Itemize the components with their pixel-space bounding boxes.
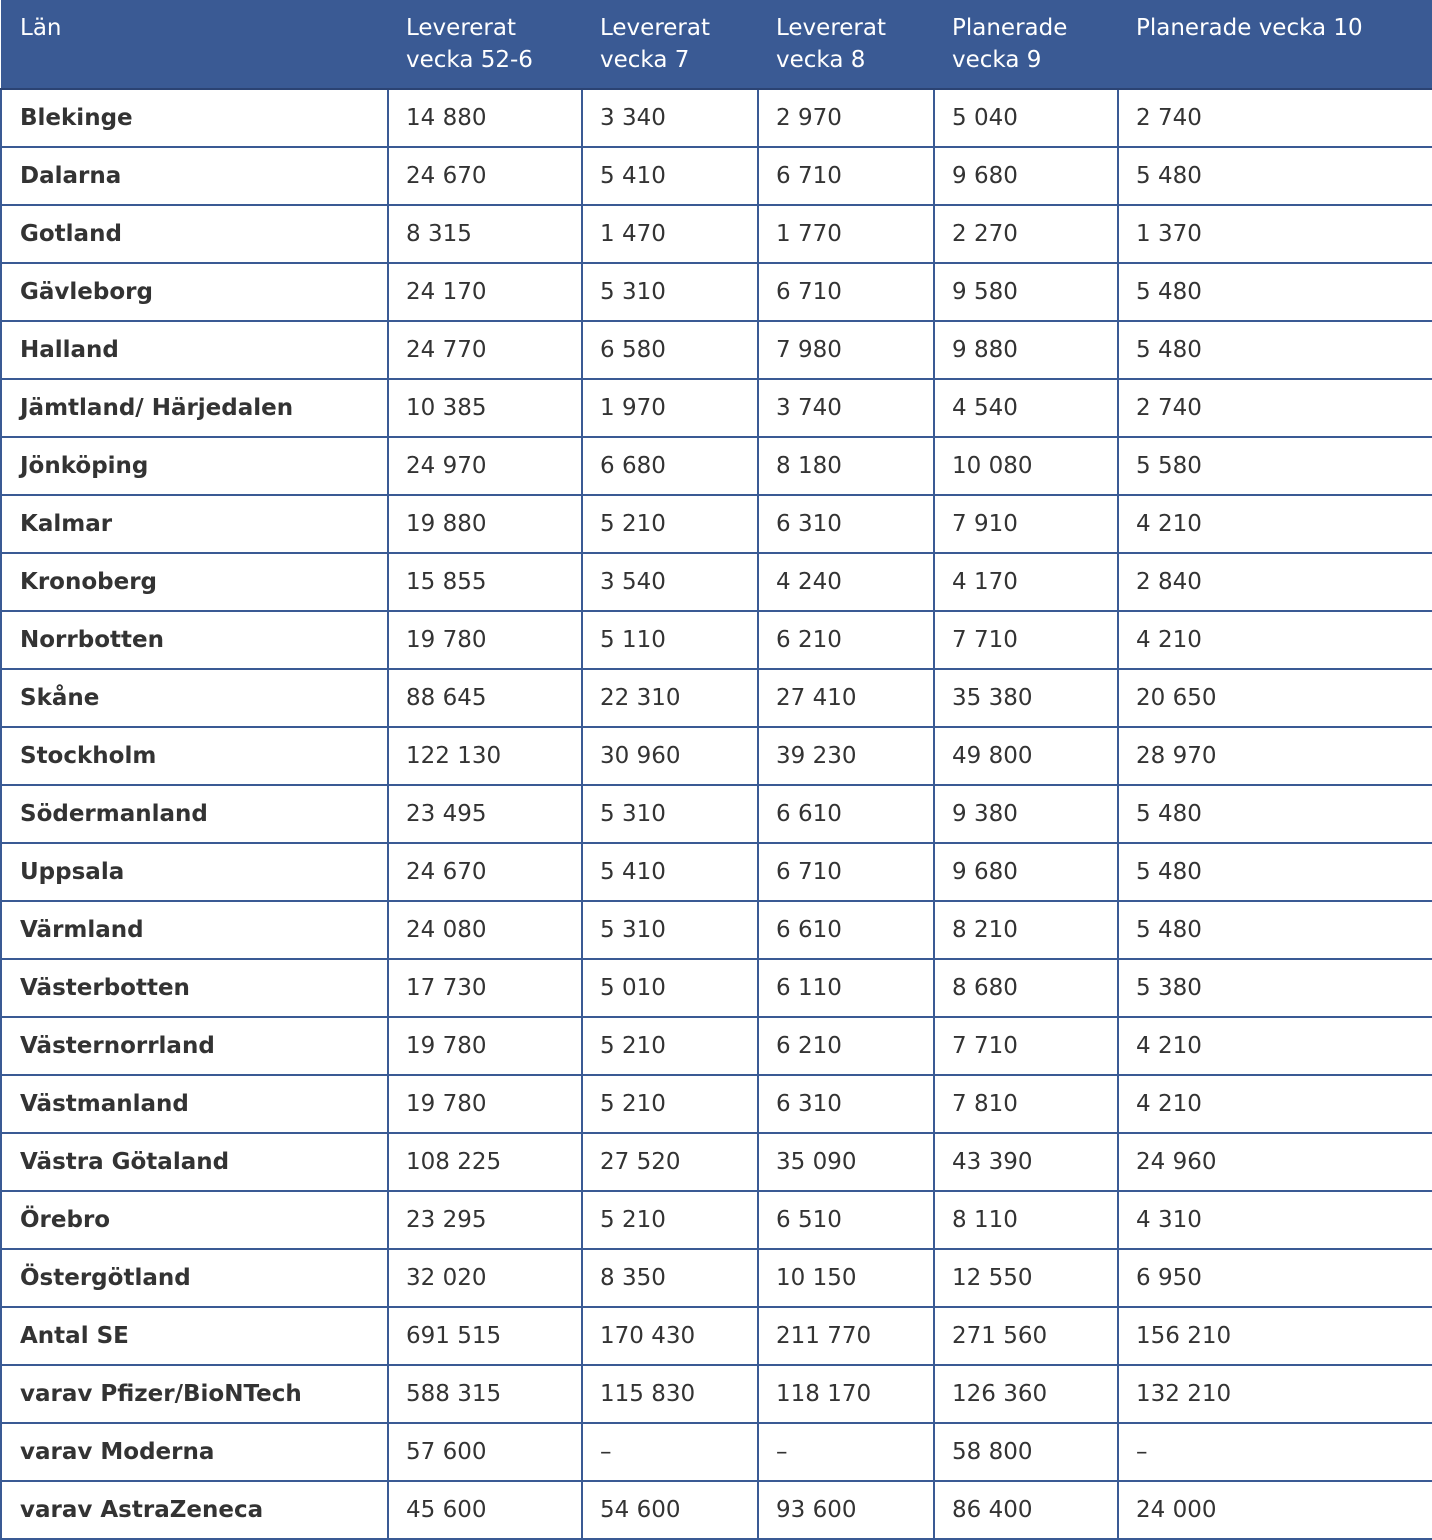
table-row — [1, 1133, 1432, 1191]
delivered-weeks-52-6-cell: 24 770 — [388, 321, 582, 379]
planned-week-9-cell: 49 800 — [934, 727, 1118, 785]
delivered-weeks-52-6-cell: 24 080 — [388, 901, 582, 959]
delivered-weeks-52-6-cell: 691 515 — [388, 1307, 582, 1365]
planned-week-9-cell: 271 560 — [934, 1307, 1118, 1365]
planned-week-9-cell: 10 080 — [934, 437, 1118, 495]
header-delivered-weeks-52-6: Levererat vecka 52-6 — [388, 0, 582, 89]
planned-week-9-cell: 12 550 — [934, 1249, 1118, 1307]
delivered-week-7-cell: 5 310 — [582, 263, 758, 321]
planned-week-9-cell: 9 380 — [934, 785, 1118, 843]
region-name-cell: Östergötland — [1, 1249, 388, 1307]
delivered-weeks-52-6-cell: 108 225 — [388, 1133, 582, 1191]
delivered-week-7-cell: 5 310 — [582, 901, 758, 959]
table-row — [1, 1191, 1432, 1249]
header-delivered-week-8: Levererat vecka 8 — [758, 0, 934, 89]
planned-week-9-cell: 9 680 — [934, 843, 1118, 901]
planned-week-9-cell: 8 680 — [934, 959, 1118, 1017]
region-name-cell: Skåne — [1, 669, 388, 727]
delivered-week-7-cell: 5 110 — [582, 611, 758, 669]
table-row — [1, 1017, 1432, 1075]
delivered-week-7-cell: – — [582, 1423, 758, 1481]
planned-week-9-cell: 86 400 — [934, 1481, 1118, 1539]
planned-week-10-cell: 2 740 — [1118, 379, 1432, 437]
delivered-week-8-cell: 6 710 — [758, 843, 934, 901]
region-name-cell: Jönköping — [1, 437, 388, 495]
planned-week-9-cell: 7 810 — [934, 1075, 1118, 1133]
header-region: Län — [1, 0, 388, 89]
delivered-weeks-52-6-cell: 45 600 — [388, 1481, 582, 1539]
planned-week-9-cell: 4 540 — [934, 379, 1118, 437]
table-row — [1, 495, 1432, 553]
planned-week-10-cell: 20 650 — [1118, 669, 1432, 727]
table-row — [1, 611, 1432, 669]
table-header — [1, 0, 1432, 89]
table-row — [1, 727, 1432, 785]
delivered-week-8-cell: 4 240 — [758, 553, 934, 611]
delivered-week-7-cell: 1 470 — [582, 205, 758, 263]
planned-week-10-cell: 28 970 — [1118, 727, 1432, 785]
table-row — [1, 379, 1432, 437]
delivered-weeks-52-6-cell: 19 780 — [388, 1075, 582, 1133]
delivered-weeks-52-6-cell: 23 295 — [388, 1191, 582, 1249]
delivered-week-7-cell: 5 210 — [582, 1075, 758, 1133]
delivered-week-8-cell: 6 710 — [758, 263, 934, 321]
region-name-cell: Norrbotten — [1, 611, 388, 669]
planned-week-10-cell: 2 740 — [1118, 89, 1432, 147]
planned-week-9-cell: 2 270 — [934, 205, 1118, 263]
delivered-week-8-cell: 6 210 — [758, 611, 934, 669]
delivered-week-8-cell: 6 610 — [758, 785, 934, 843]
delivered-week-8-cell: 7 980 — [758, 321, 934, 379]
delivered-week-8-cell: 6 510 — [758, 1191, 934, 1249]
delivered-weeks-52-6-cell: 17 730 — [388, 959, 582, 1017]
region-name-cell: Halland — [1, 321, 388, 379]
table-body — [1, 89, 1432, 1539]
delivered-weeks-52-6-cell: 122 130 — [388, 727, 582, 785]
delivered-week-8-cell: 10 150 — [758, 1249, 934, 1307]
delivered-weeks-52-6-cell: 19 880 — [388, 495, 582, 553]
region-name-cell: Dalarna — [1, 147, 388, 205]
delivered-weeks-52-6-cell: 19 780 — [388, 1017, 582, 1075]
planned-week-10-cell: 24 960 — [1118, 1133, 1432, 1191]
table-row — [1, 205, 1432, 263]
delivered-week-8-cell: 6 110 — [758, 959, 934, 1017]
table-row — [1, 1307, 1432, 1365]
region-name-cell: Stockholm — [1, 727, 388, 785]
planned-week-9-cell: 7 910 — [934, 495, 1118, 553]
region-name-cell: varav Moderna — [1, 1423, 388, 1481]
delivered-week-7-cell: 1 970 — [582, 379, 758, 437]
planned-week-9-cell: 35 380 — [934, 669, 1118, 727]
delivered-weeks-52-6-cell: 23 495 — [388, 785, 582, 843]
planned-week-10-cell: 5 480 — [1118, 843, 1432, 901]
table-row — [1, 959, 1432, 1017]
planned-week-10-cell: – — [1118, 1423, 1432, 1481]
delivered-week-7-cell: 3 340 — [582, 89, 758, 147]
delivered-week-8-cell: 39 230 — [758, 727, 934, 785]
planned-week-10-cell: 132 210 — [1118, 1365, 1432, 1423]
planned-week-10-cell: 5 480 — [1118, 901, 1432, 959]
delivered-weeks-52-6-cell: 19 780 — [388, 611, 582, 669]
planned-week-10-cell: 5 480 — [1118, 263, 1432, 321]
planned-week-9-cell: 7 710 — [934, 1017, 1118, 1075]
planned-week-9-cell: 5 040 — [934, 89, 1118, 147]
region-name-cell: Södermanland — [1, 785, 388, 843]
delivered-weeks-52-6-cell: 588 315 — [388, 1365, 582, 1423]
delivered-week-7-cell: 6 580 — [582, 321, 758, 379]
table-row — [1, 321, 1432, 379]
delivered-week-7-cell: 8 350 — [582, 1249, 758, 1307]
planned-week-9-cell: 8 210 — [934, 901, 1118, 959]
planned-week-10-cell: 24 000 — [1118, 1481, 1432, 1539]
header-delivered-week-7: Levererat vecka 7 — [582, 0, 758, 89]
delivered-week-8-cell: – — [758, 1423, 934, 1481]
planned-week-9-cell: 8 110 — [934, 1191, 1118, 1249]
planned-week-10-cell: 1 370 — [1118, 205, 1432, 263]
delivered-week-7-cell: 5 210 — [582, 1191, 758, 1249]
planned-week-9-cell: 7 710 — [934, 611, 1118, 669]
delivered-week-8-cell: 6 210 — [758, 1017, 934, 1075]
region-name-cell: Västmanland — [1, 1075, 388, 1133]
delivered-weeks-52-6-cell: 24 670 — [388, 843, 582, 901]
table-row — [1, 147, 1432, 205]
delivered-week-8-cell: 35 090 — [758, 1133, 934, 1191]
delivered-week-7-cell: 22 310 — [582, 669, 758, 727]
region-name-cell: Blekinge — [1, 89, 388, 147]
planned-week-10-cell: 6 950 — [1118, 1249, 1432, 1307]
region-name-cell: Kronoberg — [1, 553, 388, 611]
region-name-cell: Västerbotten — [1, 959, 388, 1017]
delivered-weeks-52-6-cell: 15 855 — [388, 553, 582, 611]
planned-week-9-cell: 9 880 — [934, 321, 1118, 379]
planned-week-10-cell: 2 840 — [1118, 553, 1432, 611]
delivered-week-7-cell: 5 410 — [582, 147, 758, 205]
delivered-week-7-cell: 27 520 — [582, 1133, 758, 1191]
table-row — [1, 785, 1432, 843]
planned-week-9-cell: 43 390 — [934, 1133, 1118, 1191]
planned-week-10-cell: 4 310 — [1118, 1191, 1432, 1249]
region-name-cell: Antal SE — [1, 1307, 388, 1365]
delivered-week-7-cell: 30 960 — [582, 727, 758, 785]
delivered-week-7-cell: 170 430 — [582, 1307, 758, 1365]
delivered-week-7-cell: 115 830 — [582, 1365, 758, 1423]
region-name-cell: Kalmar — [1, 495, 388, 553]
delivered-week-7-cell: 5 310 — [582, 785, 758, 843]
table-row — [1, 89, 1432, 147]
planned-week-10-cell: 4 210 — [1118, 495, 1432, 553]
delivered-weeks-52-6-cell: 88 645 — [388, 669, 582, 727]
delivered-week-8-cell: 6 610 — [758, 901, 934, 959]
delivered-week-7-cell: 5 210 — [582, 495, 758, 553]
region-name-cell: Gotland — [1, 205, 388, 263]
header-planned-week-9: Planerade vecka 9 — [934, 0, 1118, 89]
planned-week-10-cell: 4 210 — [1118, 1075, 1432, 1133]
table-row — [1, 901, 1432, 959]
delivered-weeks-52-6-cell: 14 880 — [388, 89, 582, 147]
region-name-cell: varav AstraZeneca — [1, 1481, 388, 1539]
table-row — [1, 437, 1432, 495]
table-row — [1, 669, 1432, 727]
region-name-cell: Gävleborg — [1, 263, 388, 321]
table-row — [1, 1075, 1432, 1133]
planned-week-9-cell: 4 170 — [934, 553, 1118, 611]
planned-week-9-cell: 9 580 — [934, 263, 1118, 321]
region-name-cell: Uppsala — [1, 843, 388, 901]
planned-week-10-cell: 4 210 — [1118, 1017, 1432, 1075]
delivered-weeks-52-6-cell: 10 385 — [388, 379, 582, 437]
delivered-week-8-cell: 6 310 — [758, 1075, 934, 1133]
table-row — [1, 263, 1432, 321]
region-name-cell: varav Pfizer/BioNTech — [1, 1365, 388, 1423]
delivered-week-7-cell: 5 210 — [582, 1017, 758, 1075]
header-planned-week-10: Planerade vecka 10 — [1118, 0, 1432, 89]
delivered-week-8-cell: 3 740 — [758, 379, 934, 437]
planned-week-10-cell: 5 580 — [1118, 437, 1432, 495]
delivered-week-7-cell: 5 010 — [582, 959, 758, 1017]
table-row — [1, 1481, 1432, 1539]
region-name-cell: Örebro — [1, 1191, 388, 1249]
delivered-week-7-cell: 3 540 — [582, 553, 758, 611]
delivered-week-8-cell: 6 710 — [758, 147, 934, 205]
delivered-week-7-cell: 54 600 — [582, 1481, 758, 1539]
region-name-cell: Jämtland/ Härjedalen — [1, 379, 388, 437]
table-row — [1, 1365, 1432, 1423]
delivered-week-8-cell: 93 600 — [758, 1481, 934, 1539]
delivered-week-7-cell: 6 680 — [582, 437, 758, 495]
planned-week-9-cell: 9 680 — [934, 147, 1118, 205]
delivered-week-8-cell: 2 970 — [758, 89, 934, 147]
planned-week-10-cell: 156 210 — [1118, 1307, 1432, 1365]
delivered-week-8-cell: 118 170 — [758, 1365, 934, 1423]
planned-week-9-cell: 126 360 — [934, 1365, 1118, 1423]
table-row — [1, 1423, 1432, 1481]
planned-week-10-cell: 5 480 — [1118, 321, 1432, 379]
delivered-weeks-52-6-cell: 57 600 — [388, 1423, 582, 1481]
table-row — [1, 553, 1432, 611]
delivered-week-8-cell: 6 310 — [758, 495, 934, 553]
region-name-cell: Västernorrland — [1, 1017, 388, 1075]
planned-week-9-cell: 58 800 — [934, 1423, 1118, 1481]
table-row — [1, 843, 1432, 901]
region-name-cell: Värmland — [1, 901, 388, 959]
planned-week-10-cell: 5 480 — [1118, 147, 1432, 205]
header-row — [1, 0, 1432, 89]
table-row — [1, 1249, 1432, 1307]
delivered-weeks-52-6-cell: 24 670 — [388, 147, 582, 205]
delivered-week-8-cell: 27 410 — [758, 669, 934, 727]
delivered-weeks-52-6-cell: 8 315 — [388, 205, 582, 263]
region-name-cell: Västra Götaland — [1, 1133, 388, 1191]
delivered-weeks-52-6-cell: 32 020 — [388, 1249, 582, 1307]
planned-week-10-cell: 5 380 — [1118, 959, 1432, 1017]
delivered-week-8-cell: 211 770 — [758, 1307, 934, 1365]
delivered-weeks-52-6-cell: 24 970 — [388, 437, 582, 495]
delivered-week-8-cell: 1 770 — [758, 205, 934, 263]
delivered-week-7-cell: 5 410 — [582, 843, 758, 901]
delivered-weeks-52-6-cell: 24 170 — [388, 263, 582, 321]
planned-week-10-cell: 4 210 — [1118, 611, 1432, 669]
delivered-week-8-cell: 8 180 — [758, 437, 934, 495]
planned-week-10-cell: 5 480 — [1118, 785, 1432, 843]
